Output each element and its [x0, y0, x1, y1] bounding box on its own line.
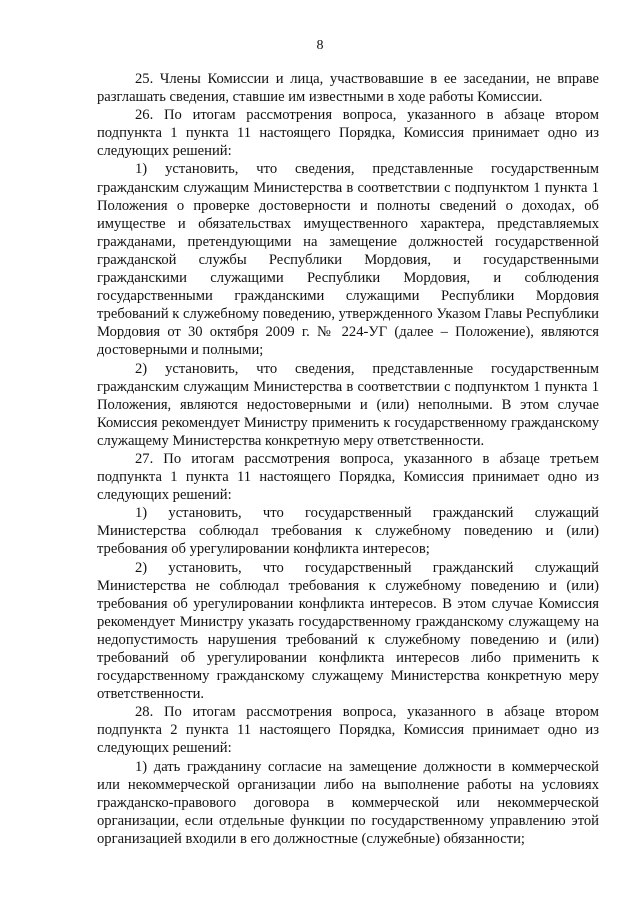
paragraph-28: 28. По итогам рассмотрения вопроса, указанного в абзаце втором подпункта 2 пункта 11 настоящего Порядка, Комиссия принимает одно из следующих решений:	[97, 704, 599, 757]
paragraph-27-item-2: 2) установить, что государственный гражданский служащий Министерства не соблюдал требования к служебному поведению и (или) требования об урегулировании конфликта интересов. В этом случае Комиссия рекомендует Министру указать государственному гражданскому служащему на недопустимость нарушения требований к служебному поведению и (или) требований об урегулировании конфликта интересов либо применить к государственному гражданскому служащему Министерства конкретную меру ответственности.	[97, 559, 599, 703]
paragraph-28-item-1: 1) дать гражданину согласие на замещение должности в коммерческой или некоммерческой организации либо на выполнение работы на условиях гражданско-правового договора в коммерческой или некоммерческой организации, если отдельные функции по государственному управлению этой организацией входили в его должностные (служебные) обязанности;	[97, 758, 599, 847]
paragraph-25: 25. Члены Комиссии и лица, участвовавшие в ее заседании, не вправе разглашать сведения, ставшие им известными в ходе работы Комиссии.	[97, 71, 599, 106]
paragraph-26: 26. По итогам рассмотрения вопроса, указанного в абзаце втором подпункта 1 пункта 11 настоящего Порядка, Комиссия принимает одно из следующих решений:	[97, 107, 599, 160]
paragraph-26-item-1: 1) установить, что сведения, представленные государственным гражданским служащим Министерства в соответствии с подпунктом 1 пункта 1 Положения о проверке достоверности и полноты сведений о доходах, об имуществе и обязательствах имущественного характера, представляемых гражданами, претендующими на замещение должностей государственной гражданской службы Республики Мордовия, и государственными гражданскими служащими Республики Мордовия, и соблюдения государственными гражданскими служащими Республики Мордовия требований к служебному поведению, утвержденного Указом Главы Республики Мордовия от 30 октября 2009 г. № 224-УГ (далее – Положение), являются достоверными и полными;	[97, 161, 599, 359]
paragraph-26-item-2: 2) установить, что сведения, представленные государственным гражданским служащим Министерства в соответствии с подпунктом 1 пункта 1 Положения, являются недостоверными и (или) неполными. В этом случае Комиссия рекомендует Министру применить к государственному гражданскому служащему Министерства конкретную меру ответственности.	[97, 360, 599, 449]
page-number: 8	[316, 38, 324, 53]
paragraph-27: 27. По итогам рассмотрения вопроса, указанного в абзаце третьем подпункта 1 пункта 11 настоящего Порядка, Комиссия принимает одно из следующих решений:	[97, 450, 599, 504]
document-body	[97, 70, 599, 848]
paragraph-27-item-1: 1) установить, что государственный гражданский служащий Министерства соблюдал требования к служебному поведению и (или) требования об урегулировании конфликта интересов;	[97, 505, 599, 558]
